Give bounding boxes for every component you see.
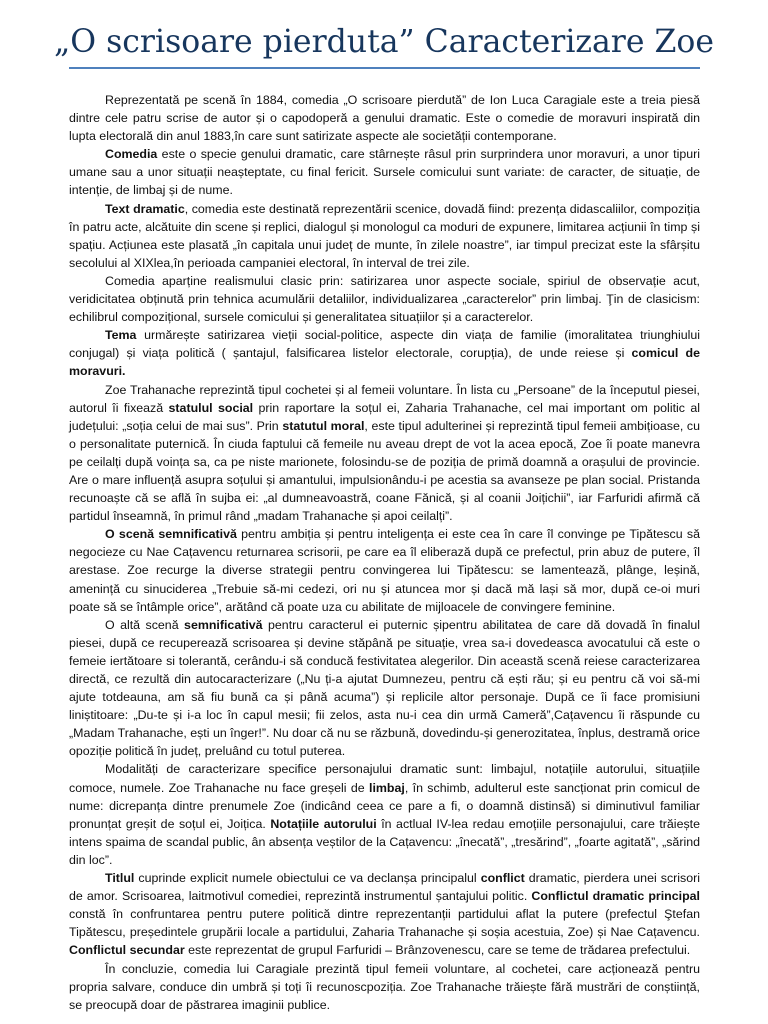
text-run: , este tipul adulterinei și reprezintă tipul femeii ambițioase, cu o personalitate puternică. În ciuda faptului că femeile nu aveau drept de vot la acea epocă, Zoe îi poate manevra pe ceilalți după voința sa, ca pe niste marionete, folosindu-se de poziția de primă doamnă a orașului de provincie. Are o mare influență asupra soțului și amantului, impulsionându-i pe acestia sa avanseze pe plan social. Pristanda recunoaște că se află în sujba ei: „al dumneavoastră, coane Fănică, și al coanii Joițichii”, iar Farfuridi afirmă că partidul înseamnă, în primul rând „madam Trahanache și apoi ceilalți”. <box>69 418 700 524</box>
text-run: constă în confruntarea pentru putere politică dintre reprezentanții partidului aflat la putere (prefectul Ştefan Tipătescu, președintele grupării locale a partidului, Zaharia Trahanache și soșia acestuia, Zoe) și Nae Cațavencu. <box>69 907 700 940</box>
paragraph <box>69 525 700 615</box>
text-run: O altă scenă <box>105 617 185 632</box>
text-run: este reprezentat de grupul Farfuridi – Brânzovenescu, care se teme de trădarea prefectului. <box>184 943 691 958</box>
bold-term: limbaj <box>369 780 405 795</box>
text-run: pentru ambiția și pentru inteligența ei este cea în care îl convinge pe Tipătescu să negocieze cu Nae Cațavencu returnarea scrisorii, pe care ea îl eliberază după ce prefectul, prin abuz de putere, îl arestase. Zoe recurge la diverse strategii pentru convingerea lui Tipătescu: se lamentează, plânge, leșină, amenință cu sinuciderea „Trebuie să-mi cedezi, ori nu și atuncea mor și dacă mă lași să mor, după ce-oi muri poate să se întâmple orice”, arătând că poate uza cu abilitate de mijloacele de convingere feminine. <box>69 527 700 614</box>
paragraph <box>69 960 700 1014</box>
paragraph <box>69 616 700 761</box>
text-run: Reprezentată pe scenă în 1884, comedia „O scrisoare pierdută” de Ion Luca Caragiale este a treia piesă dintre cele patru scrise de autor și o capodoperă a genului dramatic. Este o comedie de moravuri inspirată din lupta electorală din anul 1883,în care sunt satirizate aspecte ale societății contemporane. <box>69 93 700 144</box>
text-run: Modalități de caracterizare specifice personajului dramatic sunt: limbajul, notațiile autorului, situațiile comoce, numele. Zoe Trahanache nu face greșeli de <box>69 762 700 795</box>
bold-term: comicul de moravuri. <box>69 346 700 379</box>
text-run: în actlual IV-lea redau emoțiile personajului, care trăiește intens spaima de scandal public, ân absența veștilor de la Cațavencu: „înecată”, „tresărind”, „foarte agitată”, „sărind din loc”. <box>69 816 700 867</box>
paragraph <box>69 145 700 199</box>
text-run: este o specie genului dramatic, care stârnește râsul prin surprindera unor moravuri, a unor tipuri umane sau a unor situații neașteptate, cu final fericit. Sursele comicului sunt variate: de caracter, de situație, de intenție, de limbaj și de nume. <box>69 147 700 198</box>
page-title: „O scrisoare pierduta” Caracterizare Zoe <box>53 24 715 60</box>
text-run: În concluzie, comedia lui Caragiale prezintă tipul femeii voluntare, al cochetei, care acționează pentru propria salvare, conduce din umbră și toți îi recunoscpoziția. Zoe Trahanache trăiește fără mustrări de conștiință, se preocupă doar de păstrarea imaginii publice. <box>69 961 700 1012</box>
paragraph <box>69 91 700 145</box>
text-run: dramatic, pierdera unei scrisori de amor. Scrisoarea, laitmotivul comediei, reprezintă instrumentul șantajului politic. <box>69 871 700 904</box>
text-run: Zoe Trahanache reprezintă tipul cochetei și al femeii voluntare. În lista cu „Persoane” de la începutul piesei, autorul îi fixează <box>69 382 700 415</box>
bold-term: Conflictul secundar <box>69 943 185 958</box>
paragraph <box>69 326 700 380</box>
text-run: prin raportare la soțul ei, Zaharia Trahanache, cel mai important om politic al județului: „soția celui de mai sus”. Prin <box>69 400 700 433</box>
document-body <box>69 91 700 1014</box>
bold-term: statutul moral <box>282 418 365 433</box>
bold-term: Notațiile autorului <box>270 816 377 831</box>
bold-term: Comedia <box>105 147 158 162</box>
paragraph <box>69 760 700 869</box>
bold-term: semnificativă <box>184 617 263 632</box>
text-run: , în schimb, adulterul este sancționat prin comicul de nume: dicrepanța dintre prenumele Zoe (indicând ceea ce pare a fi, o doamnă distinsă) si diminutivul familiar pronunțat greșit de soțul ei, Joițica. <box>69 780 700 831</box>
paragraph <box>69 200 700 272</box>
bold-term: conflict <box>480 871 525 886</box>
title-divider <box>69 67 700 69</box>
bold-term: Text dramatic <box>105 201 185 216</box>
text-run: Comedia aparține realismului clasic prin: satirizarea unor aspecte sociale, spiriul de observație acut, veridicitatea obținută prin tehnica acumulării detaliilor, individualizarea „caracterelor” prin limbaj. Ţin de clasicism: echilibrul compozițional, sursele comicului și generalitatea situațiilor și a caracterelor. <box>69 273 700 325</box>
paragraph <box>69 272 700 326</box>
text-run: urmărește satirizarea vieții social-politice, aspecte din viața de familie (imoralitatea triunghiului conjugal) și viața politică ( șantajul, falsificarea listelor electorale, corupția), de unde reiese și <box>69 328 700 361</box>
bold-term: statulul social <box>168 400 254 415</box>
bold-term: Tema <box>105 328 137 343</box>
text-run: , comedia este destinată reprezentării scenice, dovadă fiind: prezența didascaliilor, compoziția în patru acte, alcătuite din scene și replici, dialogul și monologul ca moduri de expunere, limitarea acțiunii în timp și spațiu. Acțiunea este plasată „în capitala unui județ de munte, în zilele noastre”, iar timpul precizat este la sfârșitu secolului al XIXlea,în perioada campaniei electoral, în interval de trei zile. <box>69 201 700 270</box>
text-run: pentru caracterul ei puternic șipentru abilitatea de care dă dovadă în finalul piesei, după ce recuperează scrisoarea și devine stăpână pe situație, vrea sa-i dovedeasca avocatului că este o femeie iertătoare si tolerantă, cerându-i să conducă festivitatea alegerilor. Din această scenă reiese caracterizarea directă, ce rezultă din autocaracterizare („Nu ți-a ajutat Dumnezeu, pentru că ești rău; și eu pentru că voi să-mi ajute totdeauna, am să fiu bună ca și până acuma”) și replicile altor personaje. După ce îi face promisiuni liniștitoare: „Du-te și i-a loc în capul mesii; fii zelos, asta nu-i cea din urmă Cameră”,Cațavencu îi răspunde cu „Madam Trahanache, ești un înger!”. Nu doar că nu se răzbună, dovedindu-și generozitatea, înplus, destramă orice opoziție politică în județ, preluând cu totul puterea. <box>69 617 700 759</box>
paragraph <box>69 381 700 526</box>
bold-term: O scenă semnificativă <box>105 527 237 542</box>
text-run: cuprinde explicit numele obiectului ce va declanșa principalul <box>134 871 481 886</box>
bold-term: Titlul <box>105 871 135 886</box>
bold-term: Conflictul dramatic principal <box>531 889 700 904</box>
paragraph <box>69 869 700 959</box>
